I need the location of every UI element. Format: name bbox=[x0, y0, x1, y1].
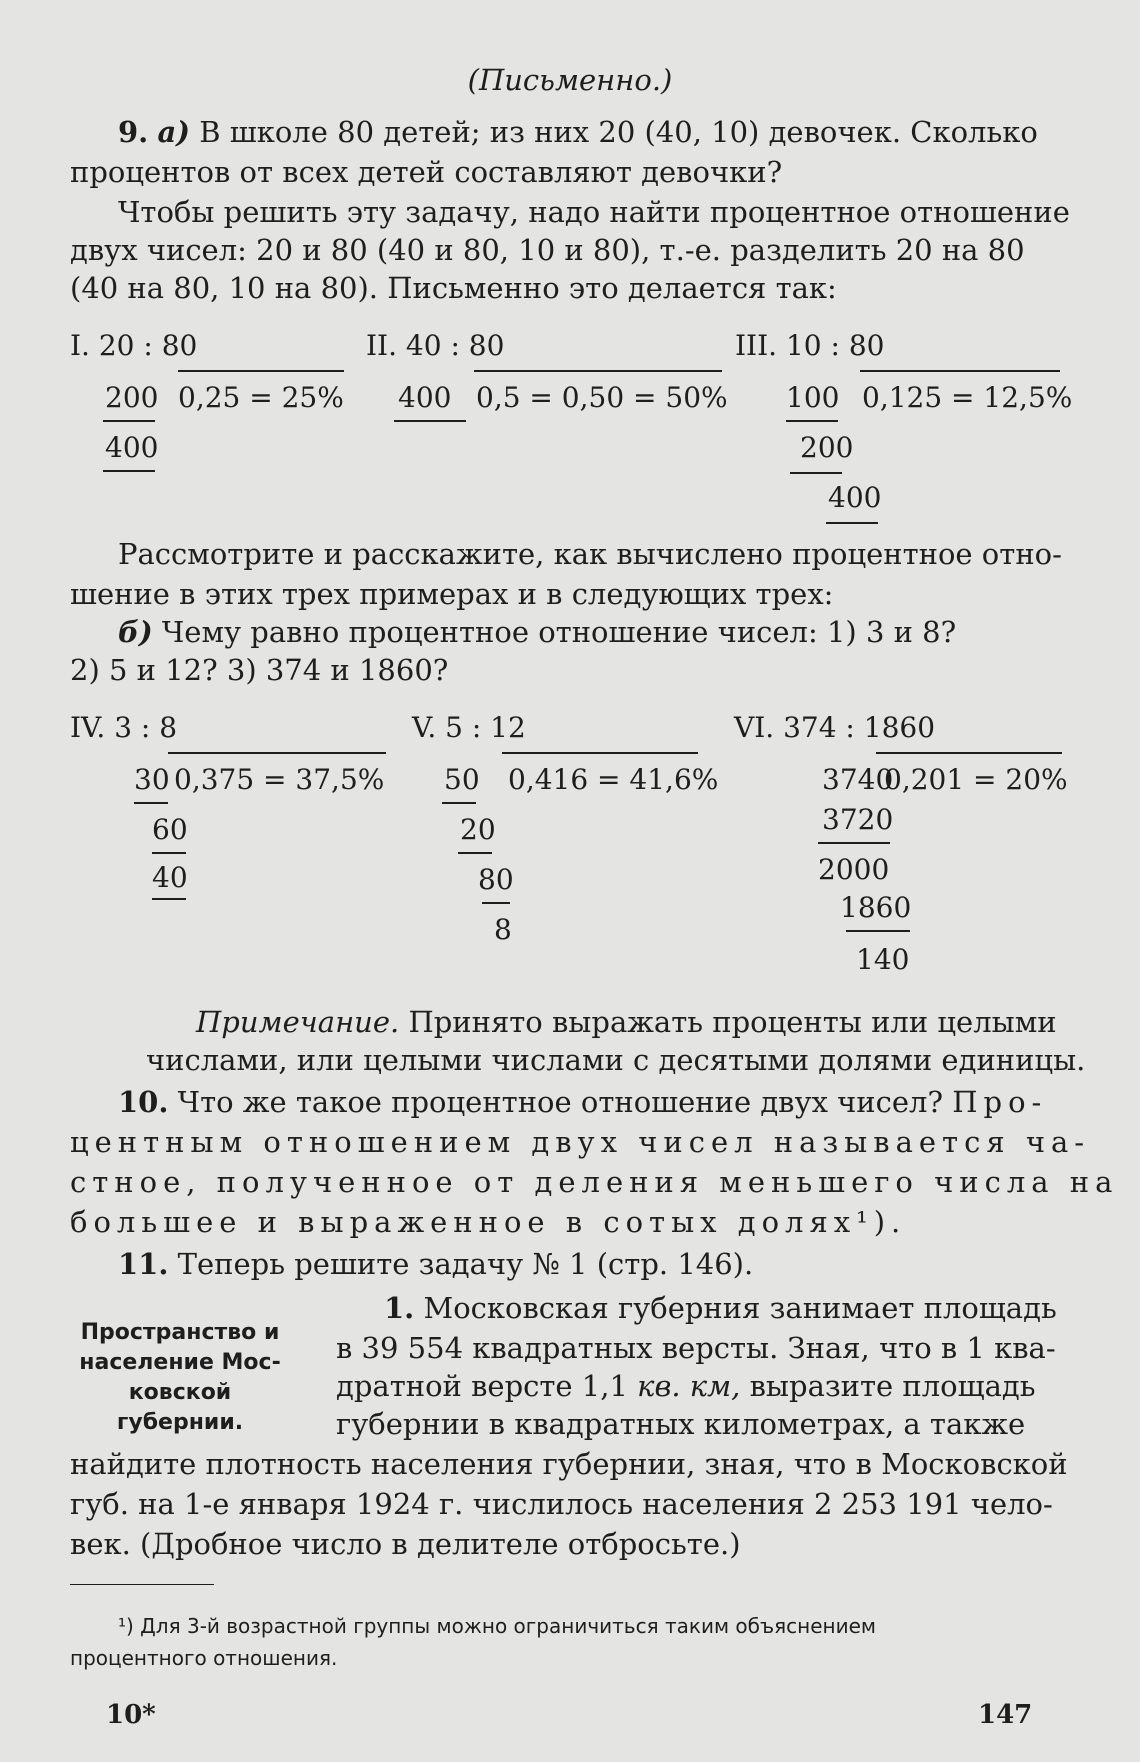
subtraction-bar bbox=[152, 898, 186, 900]
division-VI-step-3: 2000 bbox=[818, 853, 890, 886]
task-text: выразите площадь bbox=[749, 1369, 1036, 1403]
subtraction-bar bbox=[846, 930, 910, 932]
division-IV-result: 0,375 = 37,5% bbox=[174, 763, 385, 796]
consider-text: Чему равно процентное отношение чисел: 1) 3 и 8? bbox=[161, 615, 957, 649]
subtraction-bar bbox=[826, 522, 878, 524]
task-text: Московская губерния занимает площадь bbox=[423, 1291, 1057, 1325]
sub-label: а) bbox=[157, 115, 191, 149]
page-number: 147 bbox=[978, 1700, 1033, 1730]
problem-9-line-3: Чтобы решить эту задачу, надо найти процентное отношение bbox=[118, 195, 1070, 229]
division-III-result: 0,125 = 12,5% bbox=[862, 381, 1073, 414]
subtraction-bar bbox=[786, 420, 838, 422]
division-IV-step-1: 30 bbox=[134, 763, 170, 796]
subtraction-bar bbox=[790, 472, 842, 474]
sub-label: б) bbox=[118, 615, 153, 649]
definition-text: Про- bbox=[952, 1085, 1048, 1119]
subtraction-bar bbox=[103, 420, 155, 422]
note-line-2: числами, или целыми числами с десятыми долями единицы. bbox=[146, 1043, 1086, 1077]
division-IV-head: IV. 3 : 8 bbox=[70, 711, 178, 744]
sidebar-heading bbox=[70, 1318, 290, 1438]
division-V-step-3: 80 bbox=[478, 863, 514, 896]
consider-line-3 bbox=[118, 615, 957, 649]
subtraction-bar bbox=[134, 802, 168, 804]
division-bar bbox=[178, 370, 344, 372]
division-IV-step-3: 40 bbox=[152, 861, 188, 894]
problem-9-line-1 bbox=[118, 115, 1038, 149]
division-V-step-1: 50 bbox=[444, 763, 480, 796]
sidebar-line: Пространство и bbox=[80, 1320, 280, 1345]
unit-text: кв. км, bbox=[637, 1369, 741, 1403]
division-I-result: 0,25 = 25% bbox=[178, 381, 344, 414]
section-title: (Письменно.) bbox=[467, 63, 673, 97]
task-1-line-6: губ. на 1-е января 1924 г. числилось населения 2 253 191 чело- bbox=[70, 1487, 1053, 1521]
division-bar bbox=[474, 370, 722, 372]
problem-number: 11. bbox=[118, 1247, 169, 1281]
problem-9-line-2: процентов от всех детей составляют девочки? bbox=[70, 155, 783, 189]
problem-text: В школе 80 детей; из них 20 (40, 10) девочек. Сколько bbox=[199, 115, 1038, 149]
task-1-line-3 bbox=[336, 1369, 1036, 1403]
sidebar-line: ковской губернии. bbox=[116, 1380, 244, 1435]
division-V-step-2: 20 bbox=[460, 813, 496, 846]
division-I-step-2: 400 bbox=[105, 431, 159, 464]
consider-line-4: 2) 5 и 12? 3) 374 и 1860? bbox=[70, 653, 449, 687]
division-VI-step-1: 3740 bbox=[822, 763, 894, 796]
division-II-step-1: 400 bbox=[398, 381, 452, 414]
problem-number: 9. bbox=[118, 115, 149, 149]
sidebar-line: население Мос- bbox=[79, 1350, 281, 1375]
note-text: Принято выражать проценты или целыми bbox=[408, 1005, 1057, 1039]
division-IV-step-2: 60 bbox=[152, 813, 188, 846]
task-1-line-5: найдите плотность населения губернии, зная, что в Московской bbox=[70, 1447, 1068, 1481]
division-V-step-4: 8 bbox=[494, 913, 512, 946]
division-I-head: I. 20 : 80 bbox=[70, 329, 198, 362]
problem-9-line-4: двух чисел: 20 и 80 (40 и 80, 10 и 80), т.-е. разделить 20 на 80 bbox=[70, 233, 1025, 267]
problem-11 bbox=[118, 1247, 754, 1281]
task-text: дратной версте 1,1 bbox=[336, 1369, 628, 1403]
task-number: 1. bbox=[384, 1291, 415, 1325]
consider-line-2: шение в этих трех примерах и в следующих трех: bbox=[70, 577, 834, 611]
division-VI-step-2: 3720 bbox=[822, 803, 894, 836]
footnote-rule bbox=[70, 1584, 214, 1585]
problem-text: Теперь решите задачу № 1 (стр. 146). bbox=[177, 1247, 754, 1281]
division-III-step-2: 200 bbox=[800, 431, 854, 464]
subtraction-bar bbox=[152, 852, 186, 854]
definition-line-3: стное, полученное от деления меньшего числа на bbox=[70, 1165, 1119, 1199]
subtraction-bar bbox=[394, 420, 466, 422]
problem-text: Что же такое процентное отношение двух чисел? bbox=[177, 1085, 944, 1119]
division-bar bbox=[502, 752, 698, 754]
division-II-head: II. 40 : 80 bbox=[366, 329, 505, 362]
subtraction-bar bbox=[103, 470, 155, 472]
division-III-step-1: 100 bbox=[786, 381, 840, 414]
problem-10-line-1 bbox=[118, 1085, 1048, 1119]
division-VI-result: 0,201 = 20% bbox=[884, 763, 1068, 796]
footnote-line-2: процентного отношения. bbox=[70, 1646, 338, 1670]
division-VI-step-4: 1860 bbox=[840, 891, 912, 924]
consider-line-1: Рассмотрите и расскажите, как вычислено процентное отно- bbox=[118, 537, 1062, 571]
task-1-line-2: в 39 554 квадратных версты. Зная, что в 1 ква- bbox=[336, 1331, 1056, 1365]
task-1-line-4: губернии в квадратных километрах, а также bbox=[336, 1407, 1026, 1441]
division-bar bbox=[876, 752, 1062, 754]
division-III-head: III. 10 : 80 bbox=[735, 329, 885, 362]
definition-line-2: центным отношением двух чисел называется ча- bbox=[70, 1125, 1091, 1159]
signature-mark: 10* bbox=[106, 1700, 156, 1730]
division-V-result: 0,416 = 41,6% bbox=[508, 763, 719, 796]
problem-9-line-5: (40 на 80, 10 на 80). Письменно это делается так: bbox=[70, 271, 837, 305]
division-bar bbox=[860, 370, 1060, 372]
division-V-head: V. 5 : 12 bbox=[412, 711, 526, 744]
definition-line-4: большее и выраженное в сотых долях¹). bbox=[70, 1205, 907, 1239]
note-label: Примечание. bbox=[196, 1005, 400, 1039]
division-VI-head: VI. 374 : 1860 bbox=[734, 711, 936, 744]
subtraction-bar bbox=[482, 902, 510, 904]
division-bar bbox=[168, 752, 386, 754]
subtraction-bar bbox=[442, 802, 476, 804]
note-line-1 bbox=[196, 1005, 1057, 1039]
task-1-line-1 bbox=[384, 1291, 1057, 1325]
footnote-line-1: ¹) Для 3-й возрастной группы можно ограничиться таким объяснением bbox=[118, 1614, 876, 1638]
division-VI-step-5: 140 bbox=[856, 943, 910, 976]
task-1-line-7: век. (Дробное число в делителе отбросьте.) bbox=[70, 1527, 741, 1561]
problem-number: 10. bbox=[118, 1085, 169, 1119]
subtraction-bar bbox=[818, 842, 890, 844]
division-III-step-3: 400 bbox=[828, 481, 882, 514]
division-I-step-1: 200 bbox=[105, 381, 159, 414]
division-II-result: 0,5 = 0,50 = 50% bbox=[476, 381, 728, 414]
subtraction-bar bbox=[458, 852, 492, 854]
